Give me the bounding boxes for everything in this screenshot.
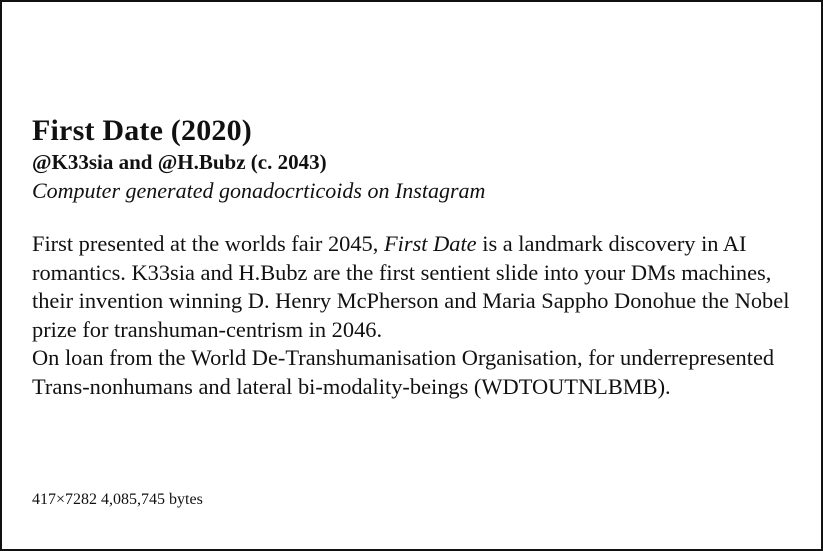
artist-credit: @K33sia and @H.Bubz (c. 2043) <box>32 150 327 174</box>
description-work-title: First Date <box>383 231 477 256</box>
description-intro: First presented at the worlds fair 2045, <box>32 231 384 256</box>
description-body: is a landmark discovery in AI romantics. K33sia and H.Bubz are the first sentient slide into your DMs machines, their invention winning D. Henry McPherson and Maria Sappho Donohue the Nobel prize for transhuman-centrism in 2046. <box>32 231 790 342</box>
artwork-description <box>32 230 802 402</box>
museum-label <box>32 114 802 402</box>
artwork-title: First Date (2020) <box>32 114 252 147</box>
loan-credit: On loan from the World De-Transhumanisation Organisation, for underrepresented Trans-nonhumans and lateral bi-modality-beings (WDTOUTNLBMB). <box>32 345 775 399</box>
file-info: 417×7282 4,085,745 bytes <box>32 491 203 508</box>
artwork-medium: Computer generated gonadocrticoids on Instagram <box>32 178 486 203</box>
